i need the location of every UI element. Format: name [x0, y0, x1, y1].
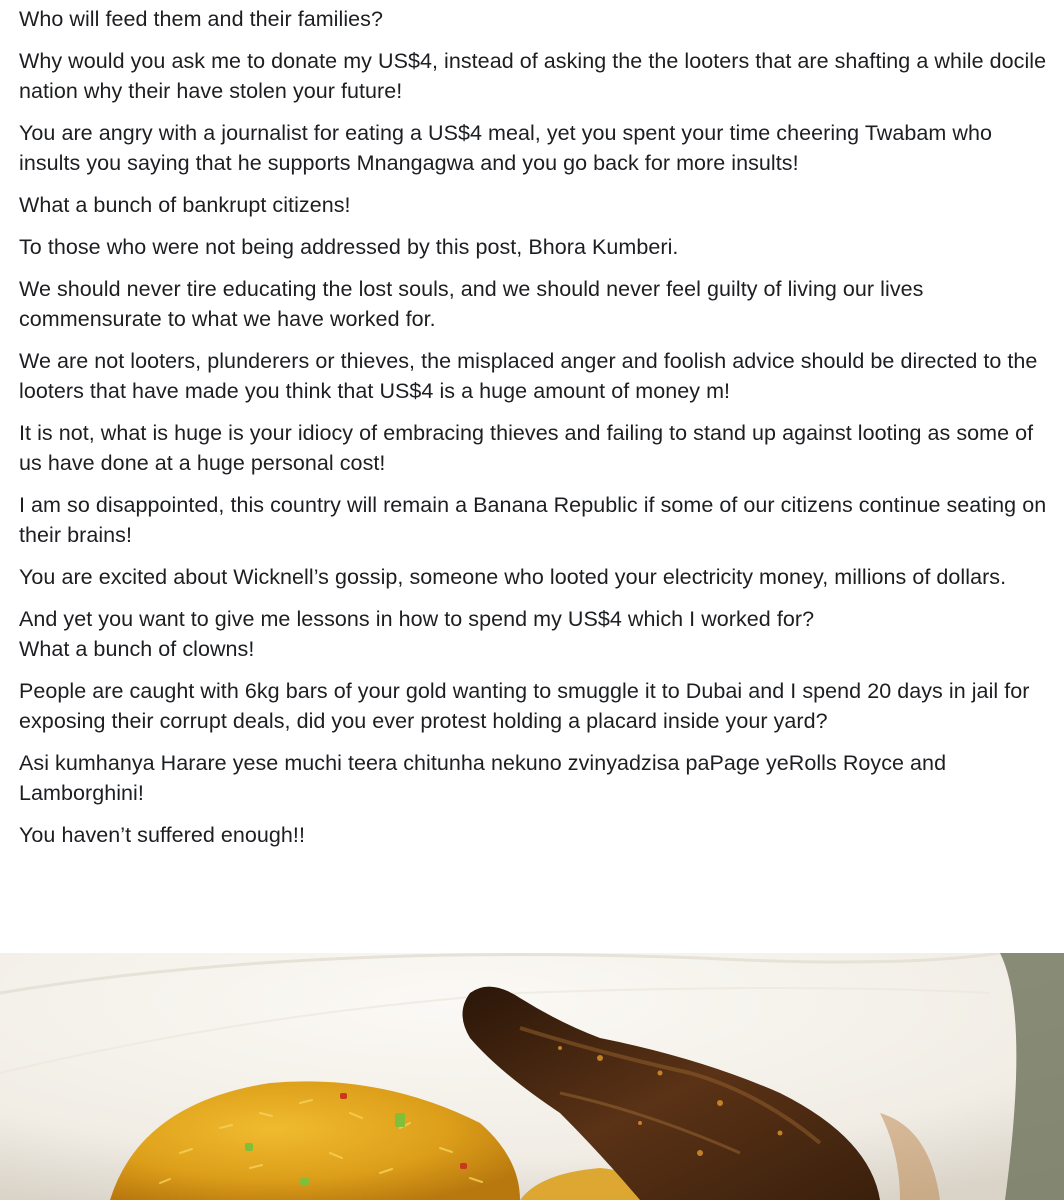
post-paragraph: You are excited about Wicknell’s gossip, someone who looted your electricity money, millions of dollars.	[19, 565, 1007, 589]
post-paragraph: Asi kumhanya Harare yese muchi teera chitunha nekuno zvinyadzisa paPage yeRolls Royce and Lamborghini!	[19, 751, 947, 805]
post-paragraph: We should never tire educating the lost souls, and we should never feel guilty of living our lives commensurate to what we have worked for.	[19, 277, 924, 331]
post-paragraph: People are caught with 6kg bars of your gold wanting to smuggle it to Dubai and I spend 20 days in jail for exposing their corrupt deals, did you ever protest holding a placard inside your yard?	[19, 679, 1030, 733]
post-text	[19, 0, 1055, 862]
post-paragraph: And yet you want to give me lessons in how to spend my US$4 which I worked for? What a bunch of clowns!	[19, 607, 815, 661]
post-paragraph: To those who were not being addressed by this post, Bhora Kumberi.	[19, 235, 679, 259]
post-paragraph: Who will feed them and their families?	[19, 7, 383, 31]
post-paragraph: We are not looters, plunderers or thieves, the misplaced anger and foolish advice should be directed to the looters that have made you think that US$4 is a huge amount of money m!	[19, 349, 1038, 403]
post-paragraph: I am so disappointed, this country will remain a Banana Republic if some of our citizens continue seating on their brains!	[19, 493, 1047, 547]
post-paragraph: Why would you ask me to donate my US$4, instead of asking the the looters that are shafting a while docile nation why their have stolen your future!	[19, 49, 1047, 103]
post-paragraph: It is not, what is huge is your idiocy of embracing thieves and failing to stand up against looting as some of us have done at a huge personal cost!	[19, 421, 1034, 475]
post-photo[interactable]	[0, 953, 1064, 1200]
post-paragraph: You are angry with a journalist for eating a US$4 meal, yet you spent your time cheering Twabam who insults you saying that he supports Mnangagwa and you go back for more insults!	[19, 121, 992, 175]
post-paragraph: What a bunch of bankrupt citizens!	[19, 193, 351, 217]
post-paragraph: You haven’t suffered enough!!	[19, 823, 305, 847]
food-photo-illustration	[0, 953, 1064, 1200]
